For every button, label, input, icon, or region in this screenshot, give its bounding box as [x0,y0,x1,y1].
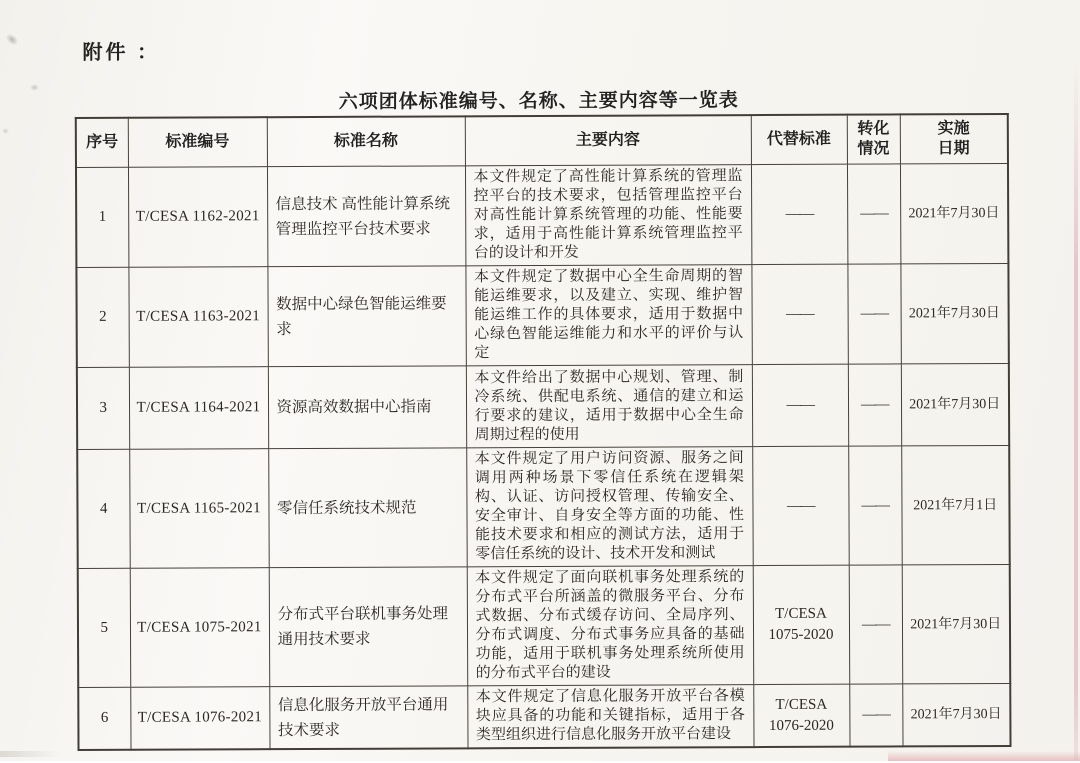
cell-standard-code: T/CESA 1076-2021 [130,687,269,750]
cell-conversion-status: —— [849,565,903,684]
table-row [77,445,1010,568]
table-row [76,163,1008,267]
cell-replaced-standard: —— [751,164,847,264]
table-row [76,263,1008,367]
cell-implementation-date: 2021年7月30日 [901,363,1009,445]
cell-main-content: 本文件规定了面向联机事务处理系统的分布式平台所涵盖的微服务平台、分布式数据、分布式缓存访问、全局序列、分布式调度、分布式事务应具备的基础功能，适用于联机事务处理系统所使用的分布式平台的建设 [467,566,754,686]
cell-standard-code: T/CESA 1164-2021 [129,367,268,450]
cell-replaced-standard: T/CESA 1076-2020 [753,684,849,747]
cell-replaced-standard: —— [752,446,849,565]
cell-implementation-date: 2021年7月30日 [902,564,1011,683]
cell-implementation-date: 2021年7月30日 [902,683,1010,746]
cell-replaced-standard: —— [751,264,847,364]
col-header-name: 标准名称 [267,116,465,166]
cell-no: 4 [77,449,130,568]
cell-standard-name: 资源高效数据中心指南 [268,366,466,449]
cell-main-content: 本文件给出了数据中心规划、管理、制冷系统、供配电系统、通信的建立和运行要求的建议，适用于数据中心全生命周期过程的使用 [466,365,752,448]
cell-conversion-status: —— [848,446,902,565]
cell-no: 1 [76,167,128,267]
col-header-no: 序号 [76,118,128,168]
table-row [77,363,1009,449]
table-header-row [76,114,1008,168]
cell-implementation-date: 2021年7月1日 [901,445,1010,564]
cell-standard-code: T/CESA 1075-2021 [130,568,270,688]
table-row [78,564,1011,687]
cell-main-content: 本文件规定了数据中心全生命周期的智能运维要求，以及建立、实现、维护智能运维工作的具体要求，适用于数据中心绿色智能运维能力和水平的评价与认定 [465,265,751,366]
cell-standard-code: T/CESA 1162-2021 [128,167,267,268]
cell-no: 5 [78,568,131,687]
cell-implementation-date: 2021年7月30日 [900,263,1008,363]
cell-main-content: 本文件规定了高性能计算系统的管理监控平台的技术要求，包括管理监控平台对高性能计算系统管理的功能、性能要求，适用于高性能计算系统管理监控平台的设计和开发 [465,165,751,266]
cell-standard-code: T/CESA 1165-2021 [129,449,269,569]
cell-standard-code: T/CESA 1163-2021 [128,267,267,368]
cell-no: 6 [78,687,130,750]
col-header-date: 实施 日期 [900,114,1008,164]
cell-main-content: 本文件规定了用户访问资源、服务之间调用两种场景下零信任系统在逻辑架构、认证、访问授权管理、传输安全、安全审计、自身安全等方面的功能、性能技术要求和相应的测试方法，适用于零信任系统的设计、技术开发和测试 [466,447,753,567]
cell-no: 3 [77,367,129,449]
cell-replaced-standard: —— [752,364,848,446]
cell-no: 2 [76,267,128,367]
cell-conversion-status: —— [848,364,901,446]
standards-table [75,113,1012,751]
page-title: 六项团体标准编号、名称、主要内容等一览表 [338,90,739,113]
cell-conversion-status: —— [849,684,902,747]
cell-replaced-standard: T/CESA 1075-2020 [753,565,850,684]
col-header-code: 标准编号 [128,117,267,167]
table-row [78,683,1010,750]
cell-implementation-date: 2021年7月30日 [900,163,1008,263]
cell-conversion-status: —— [847,264,900,364]
cell-standard-name: 零信任系统技术规范 [268,448,467,568]
cell-standard-name: 信息化服务开放平台通用技术要求 [269,686,467,749]
col-header-conversion: 转化 情况 [847,114,900,164]
col-header-content: 主要内容 [465,115,751,166]
cell-conversion-status: —— [847,164,900,264]
col-header-replaces: 代替标准 [751,115,847,165]
cell-standard-name: 数据中心绿色智能运维要求 [267,266,465,367]
attachment-label: 附件 ： [82,41,161,64]
cell-standard-name: 分布式平台联机事务处理通用技术要求 [269,567,468,687]
cell-main-content: 本文件规定了信息化服务开放平台各模块应具备的功能和关键指标，适用于各类型组织进行信息化服务开放平台建设 [467,685,753,749]
cell-standard-name: 信息技术 高性能计算系统管理监控平台技术要求 [267,166,465,267]
